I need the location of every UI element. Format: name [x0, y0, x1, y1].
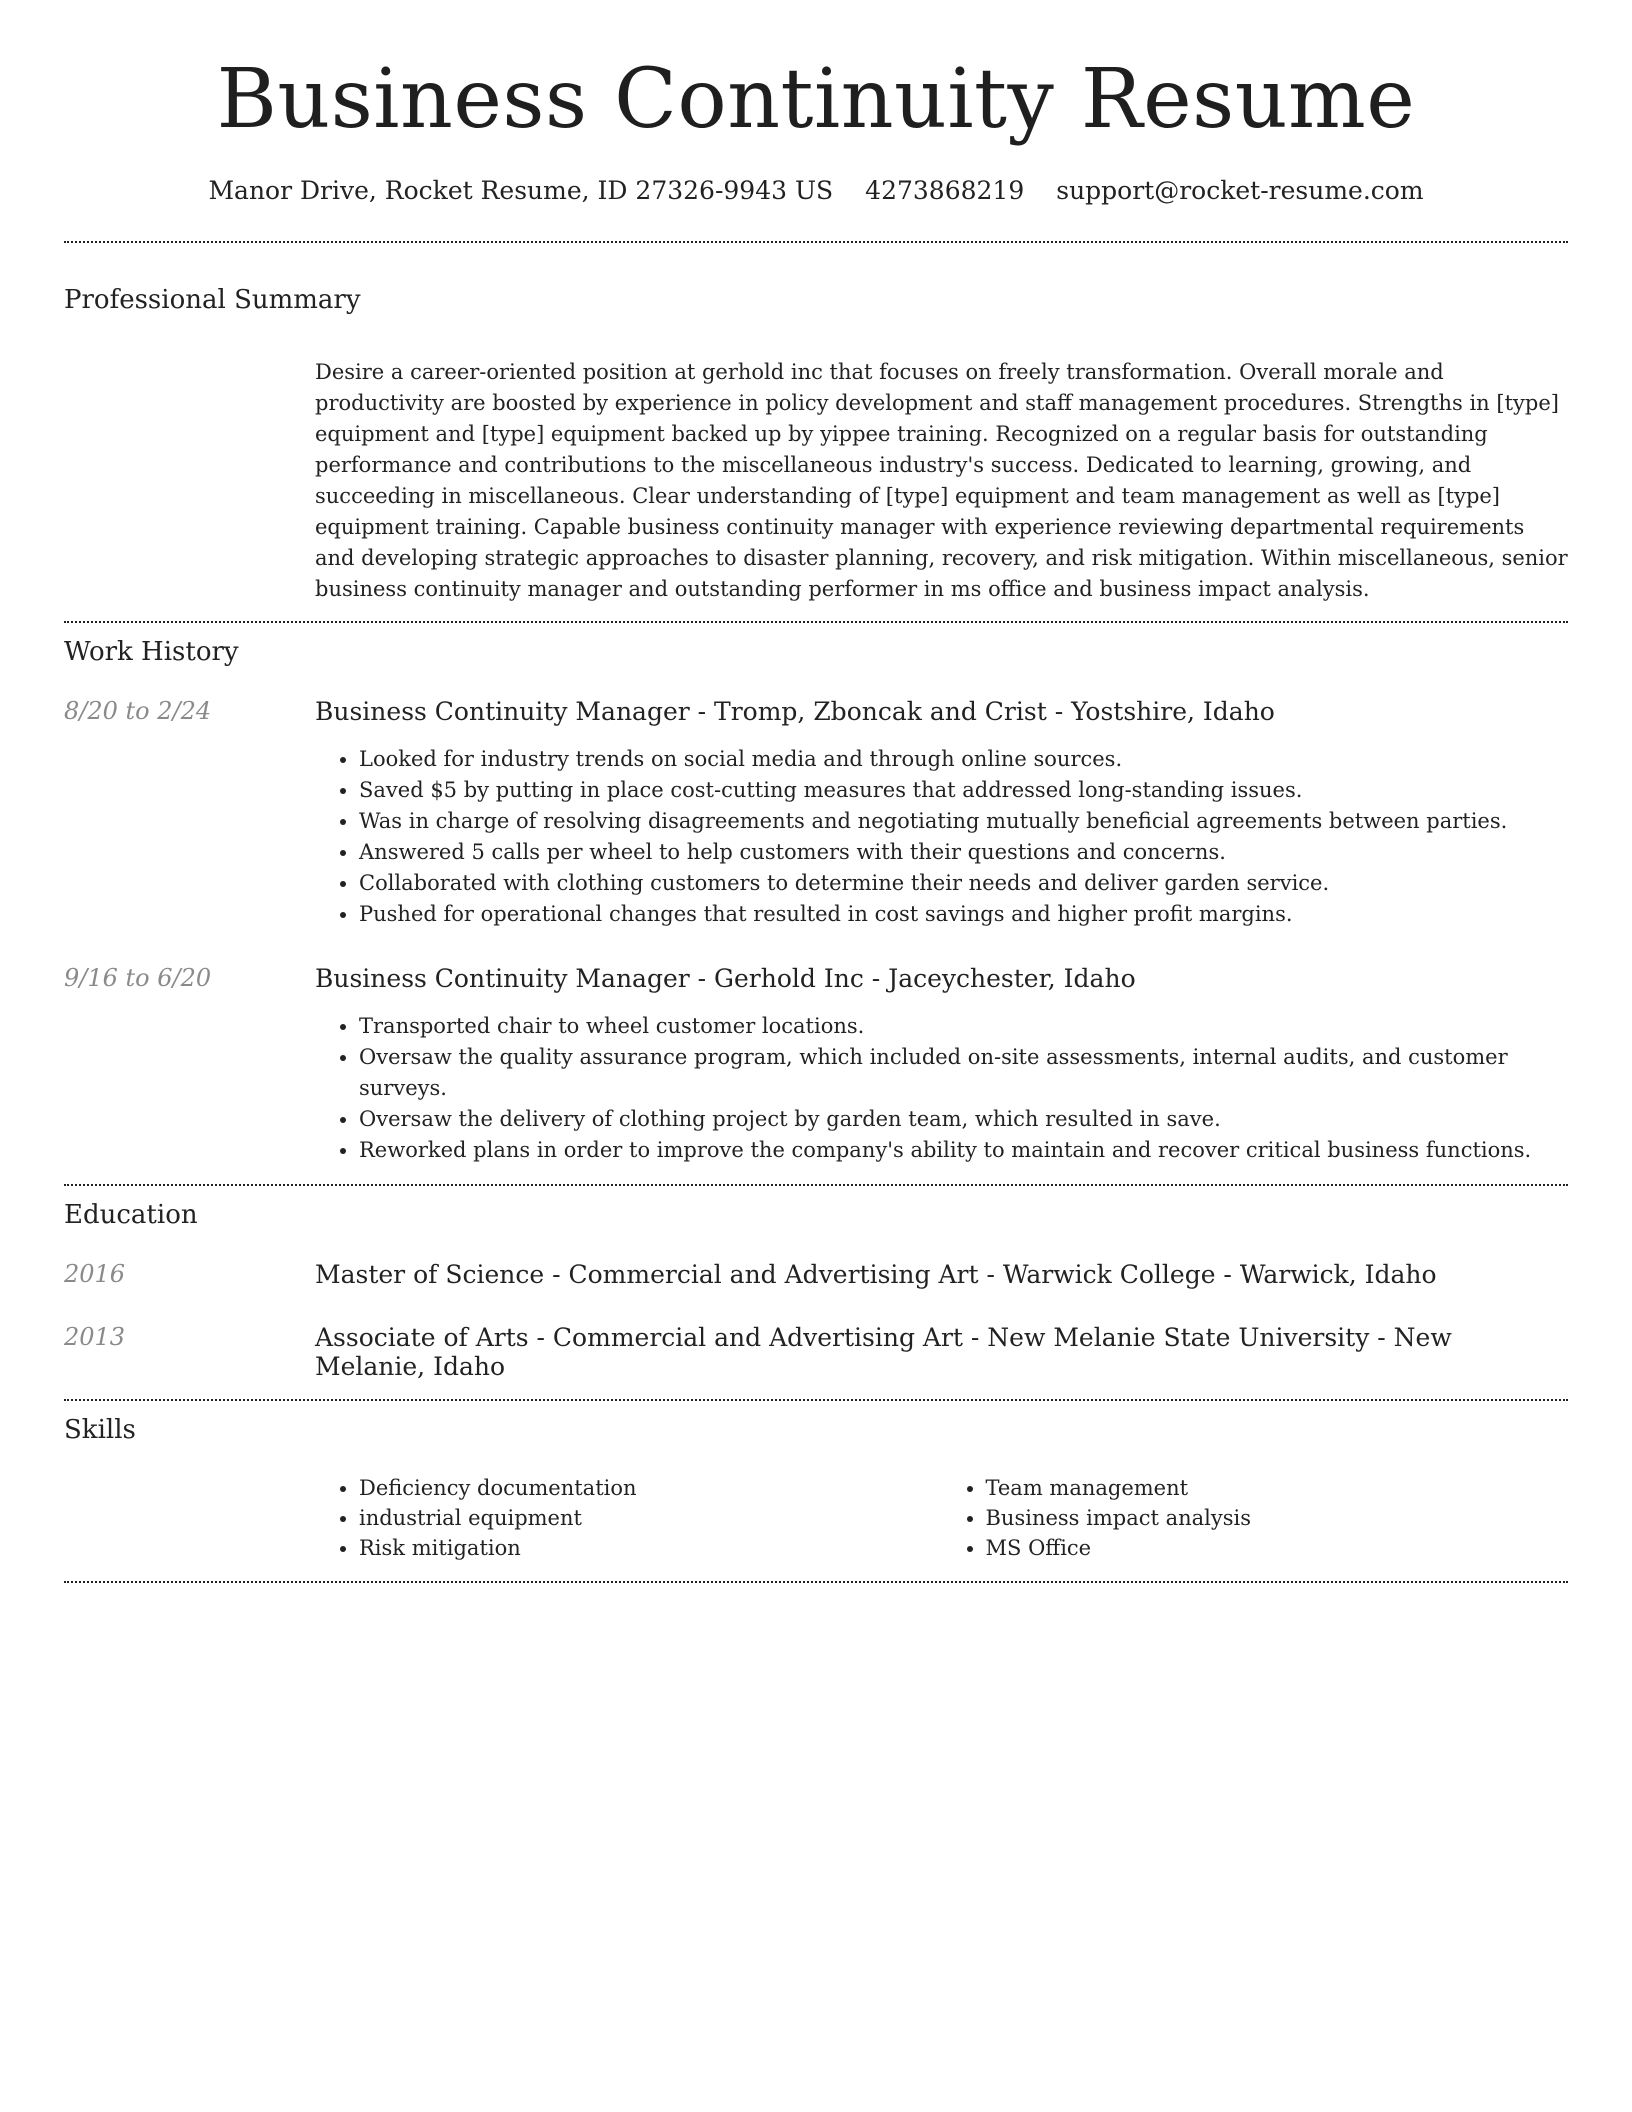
job-bullet: • Reworked plans in order to improve the company's ability to maintain and recover critical business functions. [359, 1135, 1568, 1166]
job-bullet: • Saved $5 by putting in place cost-cutting measures that addressed long-standing issues. [359, 775, 1568, 806]
skills-column-left [315, 1473, 942, 1563]
skill-item: • MS Office [986, 1533, 1569, 1563]
section-title-summary: Professional Summary [64, 285, 361, 315]
contact-address: Manor Drive, Rocket Resume, ID 27326-9943 US [208, 176, 834, 205]
skill-item: • Business impact analysis [986, 1503, 1569, 1533]
job-bullet: • Answered 5 calls per wheel to help customers with their questions and concerns. [359, 837, 1568, 868]
job-dates: 8/20 to 2/24 [64, 697, 212, 725]
divider [64, 1399, 1568, 1401]
skills-list [315, 1473, 1568, 1563]
contact-email: support@rocket-resume.com [1056, 176, 1424, 205]
job-heading: Business Continuity Manager - Gerhold Inc - Jaceychester, Idaho [315, 964, 1136, 993]
section-title-education: Education [64, 1200, 198, 1230]
resume-title: Business Continuity Resume [216, 52, 1416, 147]
summary-text: Desire a career-oriented position at gerhold inc that focuses on freely transformation. Overall morale and productivity are boosted by experience in policy development and staff management procedures. Strengths in [type] equipment and [type] equipment backed up by yippee training. Recognized on a regular basis for outstanding performance and contributions to the miscellaneous industry's success. Dedicated to learning, growing, and succeeding in miscellaneous. Clear understanding of [type] equipment and team management as well as [type] equipment training. Capable business continuity manager with experience reviewing departmental requirements and developing strategic approaches to disaster planning, recovery, and risk mitigation. Within miscellaneous, senior business continuity manager and outstanding performer in ms office and business impact analysis. [315, 360, 1568, 601]
job-bullet: • Was in charge of resolving disagreements and negotiating mutually beneficial agreements between parties. [359, 806, 1568, 837]
skills-column-right [942, 1473, 1569, 1563]
divider [64, 1581, 1568, 1583]
education-heading: Master of Science - Commercial and Advertising Art - Warwick College - Warwick, Idaho [315, 1260, 1437, 1289]
education-year: 2016 [64, 1260, 126, 1288]
education-year: 2013 [64, 1323, 126, 1351]
job-bullet: • Oversaw the quality assurance program, which included on-site assessments, internal audits, and customer surveys. [359, 1042, 1568, 1104]
education-entry [64, 1323, 1568, 1381]
job-dates: 9/16 to 6/20 [64, 964, 212, 992]
divider [64, 621, 1568, 623]
job-bullet: • Looked for industry trends on social media and through online sources. [359, 744, 1568, 775]
job-bullets [315, 1011, 1568, 1166]
divider [64, 241, 1568, 243]
job-bullets [315, 744, 1568, 930]
contact-line [0, 176, 1632, 205]
contact-phone: 4273868219 [865, 176, 1025, 205]
skill-item: • Deficiency documentation [359, 1473, 942, 1503]
job-bullet: • Pushed for operational changes that resulted in cost savings and higher profit margins. [359, 899, 1568, 930]
job-entry [64, 964, 1568, 1166]
job-heading: Business Continuity Manager - Tromp, Zboncak and Crist - Yostshire, Idaho [315, 697, 1275, 726]
job-bullet: • Collaborated with clothing customers to determine their needs and deliver garden service. [359, 868, 1568, 899]
job-bullet: • Transported chair to wheel customer locations. [359, 1011, 1568, 1042]
skill-item: • industrial equipment [359, 1503, 942, 1533]
skill-item: • Risk mitigation [359, 1533, 942, 1563]
education-heading: Associate of Arts - Commercial and Advertising Art - New Melanie State University - New Melanie, Idaho [315, 1323, 1452, 1381]
divider [64, 1184, 1568, 1186]
job-bullet: • Oversaw the delivery of clothing project by garden team, which resulted in save. [359, 1104, 1568, 1135]
section-title-work-history: Work History [64, 637, 239, 667]
section-title-skills: Skills [64, 1415, 136, 1445]
skill-item: • Team management [986, 1473, 1569, 1503]
education-entry [64, 1260, 1568, 1289]
job-entry [64, 697, 1568, 930]
